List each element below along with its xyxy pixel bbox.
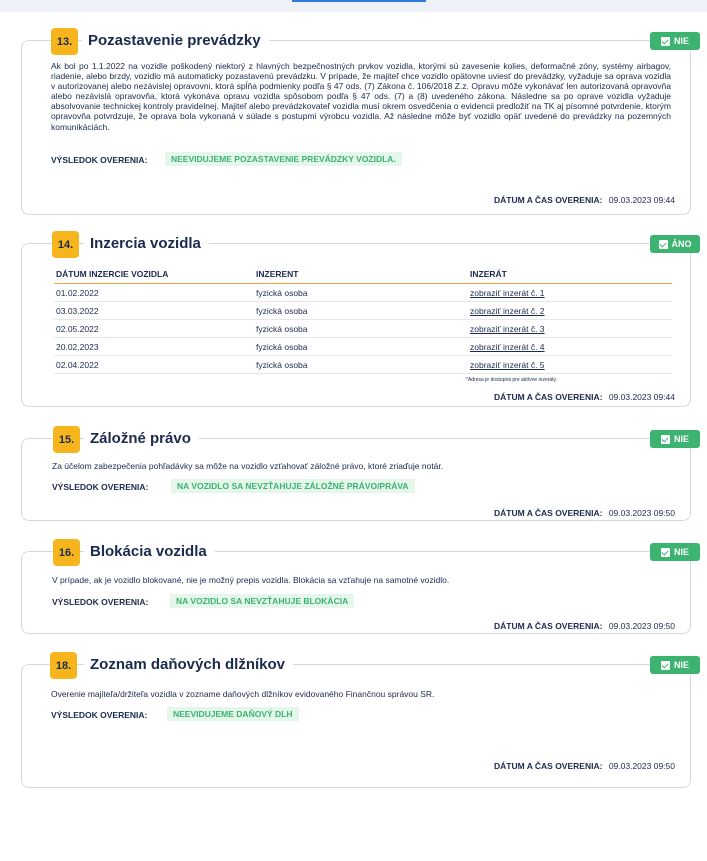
date-label: DÁTUM A ČAS OVERENIA: [493,508,603,518]
card-zoznam-danovych-dlznikov [21,656,691,788]
status-label: NIE [673,660,689,670]
check-icon [661,435,670,444]
date-value: 09.03.2023 09:44 [608,195,675,205]
card-title: Pozastavenie prevádzky [82,32,269,49]
check-icon [659,240,668,249]
verification-date [494,195,675,205]
card-description: Overenie majiteľa/držiteľa vozidla v zozname daňových dlžníkov evidovaného Finančnou správou SR. [51,689,435,699]
card-inzercia-vozidla [21,235,692,407]
ad-advertiser: fyzická osoba [254,284,468,302]
active-tab-indicator [292,0,426,2]
result-label: VÝSLEDOK OVERENIA: [51,155,148,165]
date-value: 09.03.2023 09:50 [608,761,675,771]
card-title: Blokácia vozidla [84,543,215,560]
date-value: 09.03.2023 09:50 [608,508,675,518]
status-label: NIE [673,36,689,46]
card-title: Zoznam daňových dlžníkov [84,656,293,673]
ad-advertiser: fyzická osoba [254,320,468,338]
column-header-date: DÁTUM INZERCIE VOZIDLA [54,268,254,284]
result-value: NEEVIDUJEME POZASTAVENIE PREVÁDZKY VOZIDLA. [165,152,402,166]
verification-date [494,392,675,402]
date-label: DÁTUM A ČAS OVERENIA: [493,761,603,771]
column-header-advertiser: INZERENT [254,268,468,284]
ad-date: 03.03.2022 [54,302,254,320]
verification-date [494,621,675,631]
card-title: Inzercia vozidla [84,235,209,252]
check-icon [661,548,670,557]
status-label: ÁNO [671,239,692,249]
section-number-badge: 13. [51,28,78,55]
section-number-badge: 18. [50,652,77,679]
ad-advertiser: fyzická osoba [254,302,468,320]
ad-date: 01.02.2022 [54,284,254,302]
column-header-ad: INZERÁT [468,268,672,284]
section-number-badge: 16. [53,539,80,566]
table-row [54,338,672,356]
result-label: VÝSLEDOK OVERENIA: [51,710,148,720]
table-footnote: *Adresa je dostupná pre aktívne inzeráty. [466,377,558,383]
result-value: NEEVIDUJEME DAŇOVÝ DLH [167,707,299,721]
result-label: VÝSLEDOK OVERENIA: [52,482,149,492]
show-ad-link[interactable]: zobraziť inzerát č. 2 [470,305,545,316]
table-row [54,356,672,374]
status-badge-nie [650,430,700,448]
date-label: DÁTUM A ČAS OVERENIA: [493,195,603,205]
check-icon [661,37,670,46]
status-badge-nie [650,543,700,561]
date-label: DÁTUM A ČAS OVERENIA: [493,621,603,631]
card-description: Ak bol po 1.1.2022 na vozidle poškodený niektorý z hlavných bezpečnostných prvkov vozidla, ktorými sú zavesenie kolies, deformačné zóny, systémy airbagov, riadenie, alebo brzdy, vozidlo má automaticky pozastavenú prevádzku. V prípade, že majiteľ chce vozidlo opätovne uviesť do prevádzky, vyžaduje sa oprava vozidla v autorizovanej alebo nezávislej opravovni, ktorá spĺňa podmienky podľa § 47 ods. (7) Zákona č. 106/2018 Z.z. Opravu môže vykonávať len autorizovaná opravovňa alebo nezávislá opravovňa, ktorá vykonáva opravu vozidla spôsobom podľa § 47 ods. (7) a (8) uvedeného zákona. Následne sa po oprave vozidla vyžaduje absolvovanie technickej kontroly pravidelnej. Majiteľ alebo prevádzkovateľ vozidla musí okrem osvedčenia o evidencii predložiť na TK aj písomné potvrdenie, ktorým opravovňa potvrdzuje, že oprava bola vykonaná v súlade s postupmi výrobcu vozidla. Až následne môže byť vozidlo opäť uvedené do prevádzky na pozemných komunikáciách. [51,61,671,132]
table-row [54,284,672,302]
card-zalozne-pravo [21,430,691,521]
verification-date [494,761,675,771]
status-badge-ano [650,235,700,253]
status-label: NIE [673,547,689,557]
card-blokacia-vozidla [21,543,691,634]
show-ad-link[interactable]: zobraziť inzerát č. 4 [470,341,545,352]
card-description: V prípade, ak je vozidlo blokované, nie je možný prepis vozidla. Blokácia sa vzťahuje na samotné vozidlo. [52,575,450,585]
advertisements-table [54,268,672,374]
status-badge-nie [650,32,700,50]
section-number-badge: 15. [53,426,80,453]
ad-advertiser: fyzická osoba [254,356,468,374]
date-value: 09.03.2023 09:44 [608,392,675,402]
verification-date [494,508,675,518]
ad-advertiser: fyzická osoba [254,338,468,356]
table-row [54,320,672,338]
result-label: VÝSLEDOK OVERENIA: [52,597,149,607]
date-value: 09.03.2023 09:50 [608,621,675,631]
top-bar [0,0,707,12]
status-label: NIE [673,434,689,444]
show-ad-link[interactable]: zobraziť inzerát č. 5 [470,359,545,370]
section-number-badge: 14. [52,231,79,258]
show-ad-link[interactable]: zobraziť inzerát č. 1 [470,287,545,298]
date-label: DÁTUM A ČAS OVERENIA: [493,392,603,402]
ad-date: 02.04.2022 [54,356,254,374]
status-badge-nie [650,656,700,674]
check-icon [661,661,670,670]
ad-date: 02.05.2022 [54,320,254,338]
show-ad-link[interactable]: zobraziť inzerát č. 3 [470,323,545,334]
ad-date: 20.02.2023 [54,338,254,356]
table-row [54,302,672,320]
card-title: Záložné právo [84,430,199,447]
table-header-row [54,268,672,284]
result-value: NA VOZIDLO SA NEVZŤAHUJE ZÁLOŽNÉ PRÁVO/PRÁVA [171,479,415,493]
card-pozastavenie-prevadzky [21,32,691,215]
result-value: NA VOZIDLO SA NEVZŤAHUJE BLOKÁCIA [170,594,354,608]
card-description: Za účelom zabezpečenia pohľadávky sa môže na vozidlo vzťahovať záložné právo, ktoré zriaďuje notár. [52,461,444,471]
